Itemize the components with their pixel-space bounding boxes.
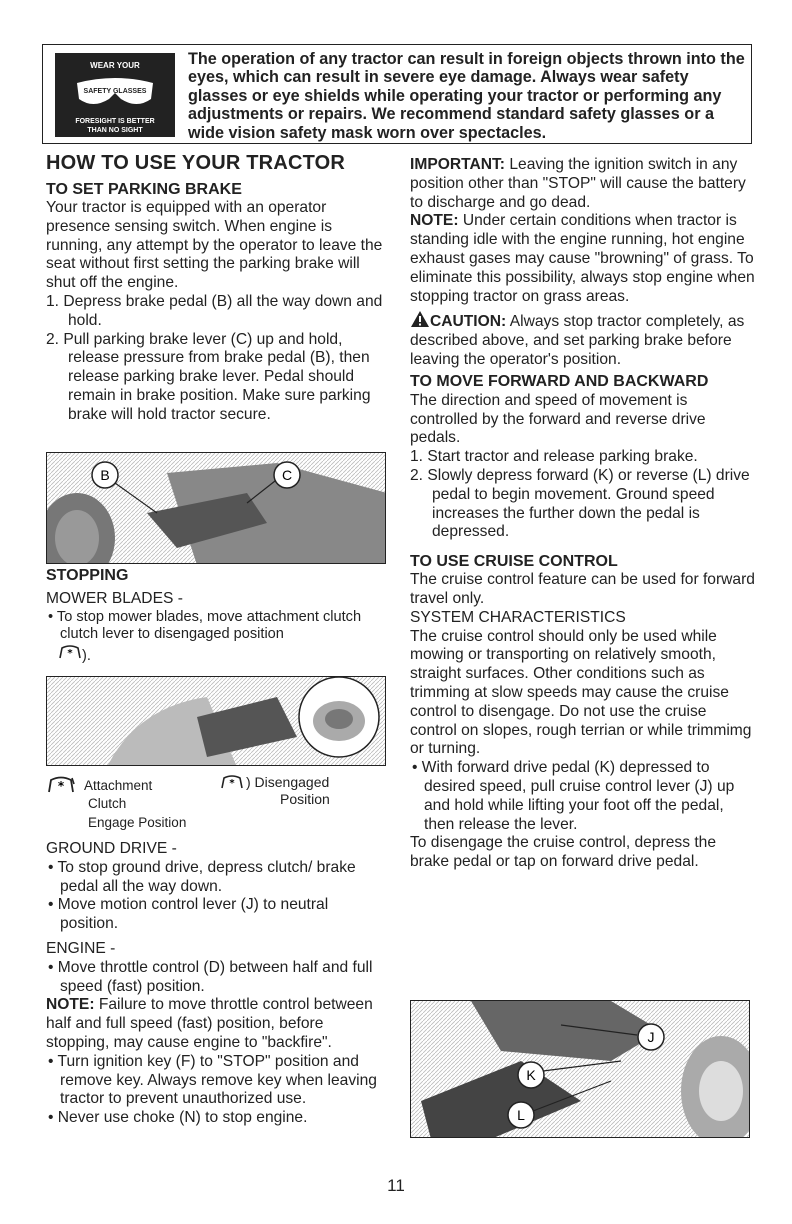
important-note	[410, 156, 755, 212]
forward-heading: TO MOVE FORWARD AND BACKWARD	[410, 372, 709, 390]
icon-line-3: FORESIGHT IS BETTER	[75, 118, 155, 125]
note-label: NOTE:	[410, 212, 459, 230]
left-column	[46, 152, 386, 425]
caution-note	[410, 310, 755, 369]
forward-intro: The direction and speed of movement is controlled by the forward and reverse drive pedals.	[410, 391, 706, 447]
engine-item-2-text: Turn ignition key (F) to "STOP" position and remove key. Always remove key when leaving tractor to prevent unauthorized use.	[57, 1052, 377, 1108]
forward-step-2: 2. Slowly depress forward (K) or reverse (L) drive pedal to begin movement. Ground speed increases the further down the pedal is depressed.	[410, 466, 750, 541]
caption-left-3: Engage Position	[88, 815, 187, 830]
mower-item-text: To stop mower blades, move attachment clutch clutch lever to disengaged position	[56, 608, 362, 643]
label-l: L	[517, 1107, 525, 1123]
ground-heading: GROUND DRIVE -	[46, 840, 177, 857]
page-number: 11	[387, 1176, 405, 1195]
engine-item-1: • Move throttle control (D) between half and full speed (fast) position.	[48, 958, 373, 995]
mower-suffix: ).	[82, 647, 91, 664]
parking-step-2: 2. Pull parking brake lever (C) up and hold, release pressure from brake pedal (B), then release parking brake lever. Pedal should remain in brake position. Make sure parking brake will hold tractor secure.	[46, 330, 371, 423]
engine-note	[46, 996, 386, 1052]
mower-bullet: •	[48, 608, 57, 625]
svg-text:*: *	[229, 778, 235, 789]
engine-note-text: Failure to move throttle control between half and full speed (fast) position, before stopping, may cause engine to "backfire".	[46, 996, 373, 1051]
ground-item-2-text: Move motion control lever (J) to neutral position.	[57, 896, 329, 933]
clutch-lever-image	[46, 676, 386, 766]
parking-steps	[46, 293, 386, 425]
important-text: Leaving the ignition switch in any position other than "STOP" will cause the battery to discharge and go dead.	[410, 156, 746, 211]
important-label: IMPORTANT:	[410, 156, 505, 173]
banner-text: The operation of any tractor can result in foreign objects thrown into the eyes, which can result in severe eye damage. Always wear safety glasses or eye shields while operating your tractor or performing any adjustments or repairs. We recommend standard safety glasses or a wide vision safety mask worn over spectacles.	[188, 50, 745, 142]
stopping-heading: STOPPING	[46, 567, 129, 584]
ground-engine-section	[46, 840, 386, 1128]
ground-item-2: • Move motion control lever (J) to neutral position.	[48, 896, 329, 933]
mower-heading: MOWER BLADES -	[46, 590, 183, 607]
cruise-intro: The cruise control feature can be used for forward travel only.	[410, 571, 755, 607]
right-column	[410, 156, 755, 871]
engine-item-1-text: Move throttle control (D) between half and full speed (fast) position.	[57, 958, 373, 995]
safety-banner	[42, 44, 752, 144]
label-c: C	[281, 467, 293, 483]
caption-right-2: Position	[280, 791, 330, 807]
parking-brake-image	[46, 452, 386, 564]
cruise-item: • With forward drive pedal (K) depressed to desired speed, pull cruise control lever (J) up and hold while lifting your foot off the pedal, then release the lever.	[412, 759, 735, 833]
icon-line-1: WEAR YOUR	[90, 61, 140, 70]
clutch-disengaged-symbol-icon	[58, 644, 82, 660]
caution-text: Always stop tractor completely, as described above, and set parking brake before leaving the operator's position.	[410, 313, 745, 368]
mower-symbol	[67, 644, 91, 666]
svg-text:*: *	[57, 779, 65, 793]
cruise-item-text: With forward drive pedal (K) depressed to desired speed, pull cruise control lever (J) up and hold while lifting your foot off the pedal, then release the lever.	[421, 759, 735, 833]
label-k: K	[526, 1067, 536, 1083]
parking-heading: TO SET PARKING BRAKE	[46, 181, 242, 198]
icon-line-2: SAFETY GLASSES	[83, 88, 147, 95]
engine-list-2	[46, 1053, 386, 1128]
label-b: B	[100, 467, 110, 483]
ground-list	[46, 859, 386, 934]
engine-list-1	[46, 959, 386, 997]
parking-intro: Your tractor is equipped with an operator presence sensing switch. When engine is running, any attempt by the operator to leave the seat without first setting the parking brake will shut off the engine.	[46, 199, 383, 292]
ground-item-1: • To stop ground drive, depress clutch/ brake pedal all the way down.	[48, 858, 356, 895]
caption-right-1: ) Disengaged	[246, 774, 330, 790]
clutch-disengaged-caption-icon	[220, 774, 244, 790]
mower-item	[46, 609, 386, 666]
caption-left-1: Attachment	[84, 778, 153, 793]
system-text: The cruise control should only be used while mowing or transporting on relatively smooth, straight surfaces. Other conditions such as trimming at slow speeds may cause the cruise control to disengage. Do not use the cruise control on slopes, rough terrian or while trimmimg or turning.	[410, 627, 752, 758]
mower-list	[46, 609, 386, 666]
svg-text:*: *	[67, 647, 73, 659]
note-text: Under certain conditions when tractor is standing idle with the engine running, hot engine exhaust gases may cause "browning" of grass. To eliminate this possibility, always stop engine when stopping tractor on grass areas.	[410, 212, 755, 305]
stopping-section	[46, 566, 386, 665]
forward-step-1: 1. Start tractor and release parking brake.	[410, 448, 698, 466]
engine-item-3-text: Never use choke (N) to stop engine.	[57, 1109, 308, 1127]
engine-item-3: • Never use choke (N) to stop engine.	[48, 1109, 308, 1127]
system-heading: SYSTEM CHARACTERISTICS	[410, 608, 626, 626]
icon-line-4: THAN NO SIGHT	[87, 127, 143, 134]
ground-item-1-text: To stop ground drive, depress clutch/ brake pedal all the way down.	[57, 858, 356, 895]
page-title: HOW TO USE YOUR TRACTOR	[46, 152, 346, 174]
caution-label: CAUTION:	[430, 313, 507, 331]
disengage-text: To disengage the cruise control, depress the brake pedal or tap on forward drive pedal.	[410, 834, 716, 871]
cruise-heading: TO USE CRUISE CONTROL	[410, 553, 618, 571]
forward-steps	[410, 448, 755, 542]
cruise-list	[410, 759, 755, 834]
engine-heading: ENGINE -	[46, 939, 116, 957]
engine-note-label: NOTE:	[46, 996, 95, 1014]
safety-glasses-icon	[55, 53, 175, 137]
clutch-caption	[46, 772, 386, 838]
drive-pedals-image	[410, 1000, 750, 1138]
clutch-engaged-symbol-icon	[46, 774, 76, 796]
label-j: J	[647, 1029, 655, 1045]
note-browning	[410, 212, 755, 306]
warning-triangle-icon	[410, 310, 430, 328]
caption-left-2: Clutch	[88, 796, 127, 811]
parking-step-1: 1. Depress brake pedal (B) all the way down and hold.	[46, 292, 383, 329]
engine-item-2: • Turn ignition key (F) to "STOP" position and remove key. Always remove key when leaving tractor to prevent unauthorized use.	[48, 1052, 377, 1108]
